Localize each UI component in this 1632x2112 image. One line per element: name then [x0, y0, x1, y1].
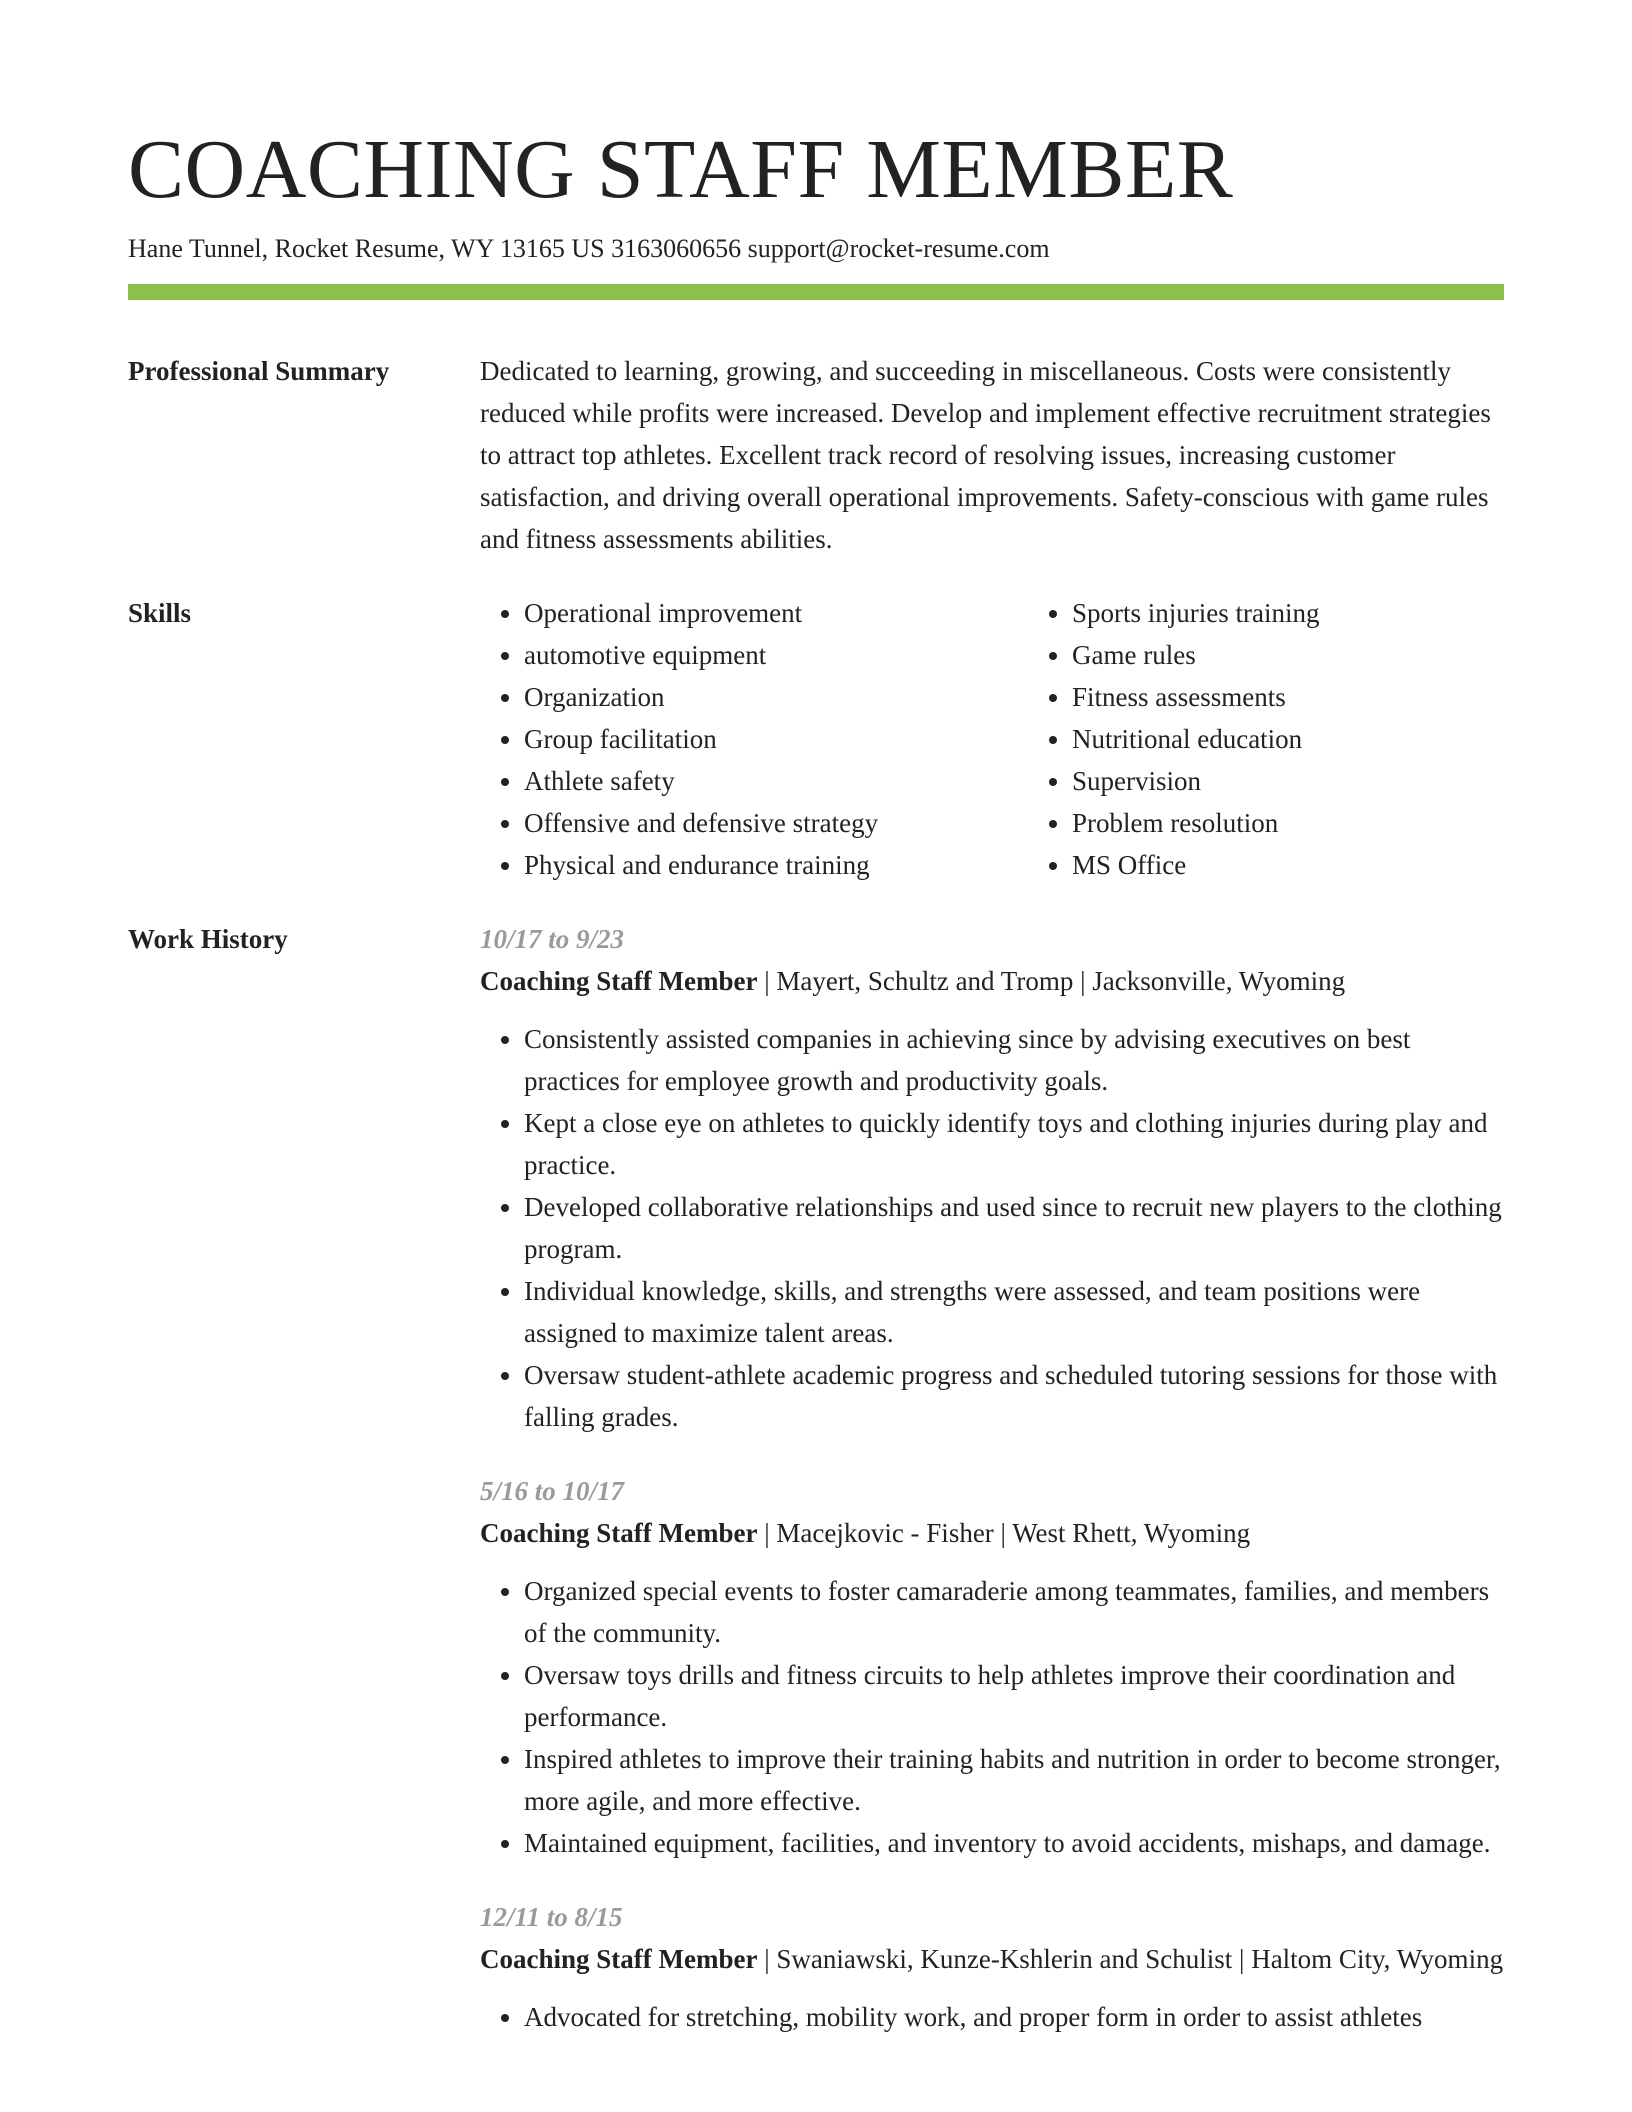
professional-summary-section [128, 350, 1504, 560]
skill-item: • Operational improvement [524, 592, 1028, 634]
job-title: Coaching Staff Member [480, 966, 758, 996]
job-entry [480, 918, 1504, 1438]
header-divider [128, 284, 1504, 300]
job-bullet: • Organized special events to foster camaraderie among teammates, families, and members of the community. [524, 1570, 1504, 1654]
job-dates: 12/11 to 8/15 [480, 1902, 623, 1932]
summary-text: Dedicated to learning, growing, and succeeding in miscellaneous. Costs were consistently reduced while profits were increased. Develop and implement effective recruitment strategies to attract top athletes. Excellent track record of resolving issues, increasing customer satisfaction, and driving overall operational improvements. Safety-conscious with game rules and fitness assessments abilities. [480, 356, 1491, 554]
section-label-work: Work History [128, 924, 288, 954]
job-bullet: • Oversaw student-athlete academic progress and scheduled tutoring sessions for those with falling grades. [524, 1354, 1504, 1438]
job-bullet: • Advocated for stretching, mobility work, and proper form in order to assist athletes [524, 1996, 1504, 2038]
work-body [480, 918, 1504, 2070]
skills-section [128, 592, 1504, 886]
job-bullets [480, 1570, 1504, 1864]
skill-item: • Game rules [1072, 634, 1576, 676]
resume-page [128, 0, 1504, 2070]
skill-item: • Athlete safety [524, 760, 1028, 802]
skill-item: • Nutritional education [1072, 718, 1576, 760]
job-employer-location: | Mayert, Schultz and Tromp | Jacksonville, Wyoming [757, 966, 1346, 996]
job-bullet: • Oversaw toys drills and fitness circuits to help athletes improve their coordination and performance. [524, 1654, 1504, 1738]
job-heading [480, 1938, 1504, 1980]
job-bullet: • Maintained equipment, facilities, and inventory to avoid accidents, mishaps, and damage. [524, 1822, 1504, 1864]
skill-item: • Sports injuries training [1072, 592, 1576, 634]
resume-title: COACHING STAFF MEMBER [128, 123, 1234, 216]
job-entry [480, 1896, 1504, 2038]
job-title: Coaching Staff Member [480, 1518, 758, 1548]
job-bullet: • Individual knowledge, skills, and strengths were assessed, and team positions were assigned to maximize talent areas. [524, 1270, 1504, 1354]
job-entry [480, 1470, 1504, 1864]
skill-item: • Organization [524, 676, 1028, 718]
job-employer-location: | Macejkovic - Fisher | West Rhett, Wyoming [757, 1518, 1251, 1548]
job-bullet: • Developed collaborative relationships and used since to recruit new players to the clothing program. [524, 1186, 1504, 1270]
summary-body [480, 350, 1504, 560]
job-bullets [480, 1996, 1504, 2038]
skills-list-left [480, 592, 1028, 886]
job-bullets [480, 1018, 1504, 1438]
skill-item: • Supervision [1072, 760, 1576, 802]
job-bullet: • Inspired athletes to improve their training habits and nutrition in order to become stronger, more agile, and more effective. [524, 1738, 1504, 1822]
section-label-summary: Professional Summary [128, 356, 390, 386]
skill-item: • Problem resolution [1072, 802, 1576, 844]
skill-item: • Fitness assessments [1072, 676, 1576, 718]
skill-item: • Group facilitation [524, 718, 1028, 760]
skill-item: • MS Office [1072, 844, 1576, 886]
job-dates: 5/16 to 10/17 [480, 1476, 625, 1506]
work-history-section [128, 918, 1504, 2070]
job-employer-location: | Swaniawski, Kunze-Kshlerin and Schulist | Haltom City, Wyoming [757, 1944, 1504, 1974]
skill-item: • Offensive and defensive strategy [524, 802, 1028, 844]
skills-body [480, 592, 1576, 886]
skill-item: • automotive equipment [524, 634, 1028, 676]
section-label-skills: Skills [128, 598, 192, 628]
job-heading [480, 960, 1504, 1002]
skills-list-right [1028, 592, 1576, 886]
job-bullet: • Consistently assisted companies in achieving since by advising executives on best practices for employee growth and productivity goals. [524, 1018, 1504, 1102]
job-heading [480, 1512, 1504, 1554]
job-title: Coaching Staff Member [480, 1944, 758, 1974]
contact-info: Hane Tunnel, Rocket Resume, WY 13165 US 3163060656 support@rocket-resume.com [128, 234, 1050, 263]
skill-item: • Physical and endurance training [524, 844, 1028, 886]
job-dates: 10/17 to 9/23 [480, 924, 625, 954]
job-bullet: • Kept a close eye on athletes to quickly identify toys and clothing injuries during play and practice. [524, 1102, 1504, 1186]
